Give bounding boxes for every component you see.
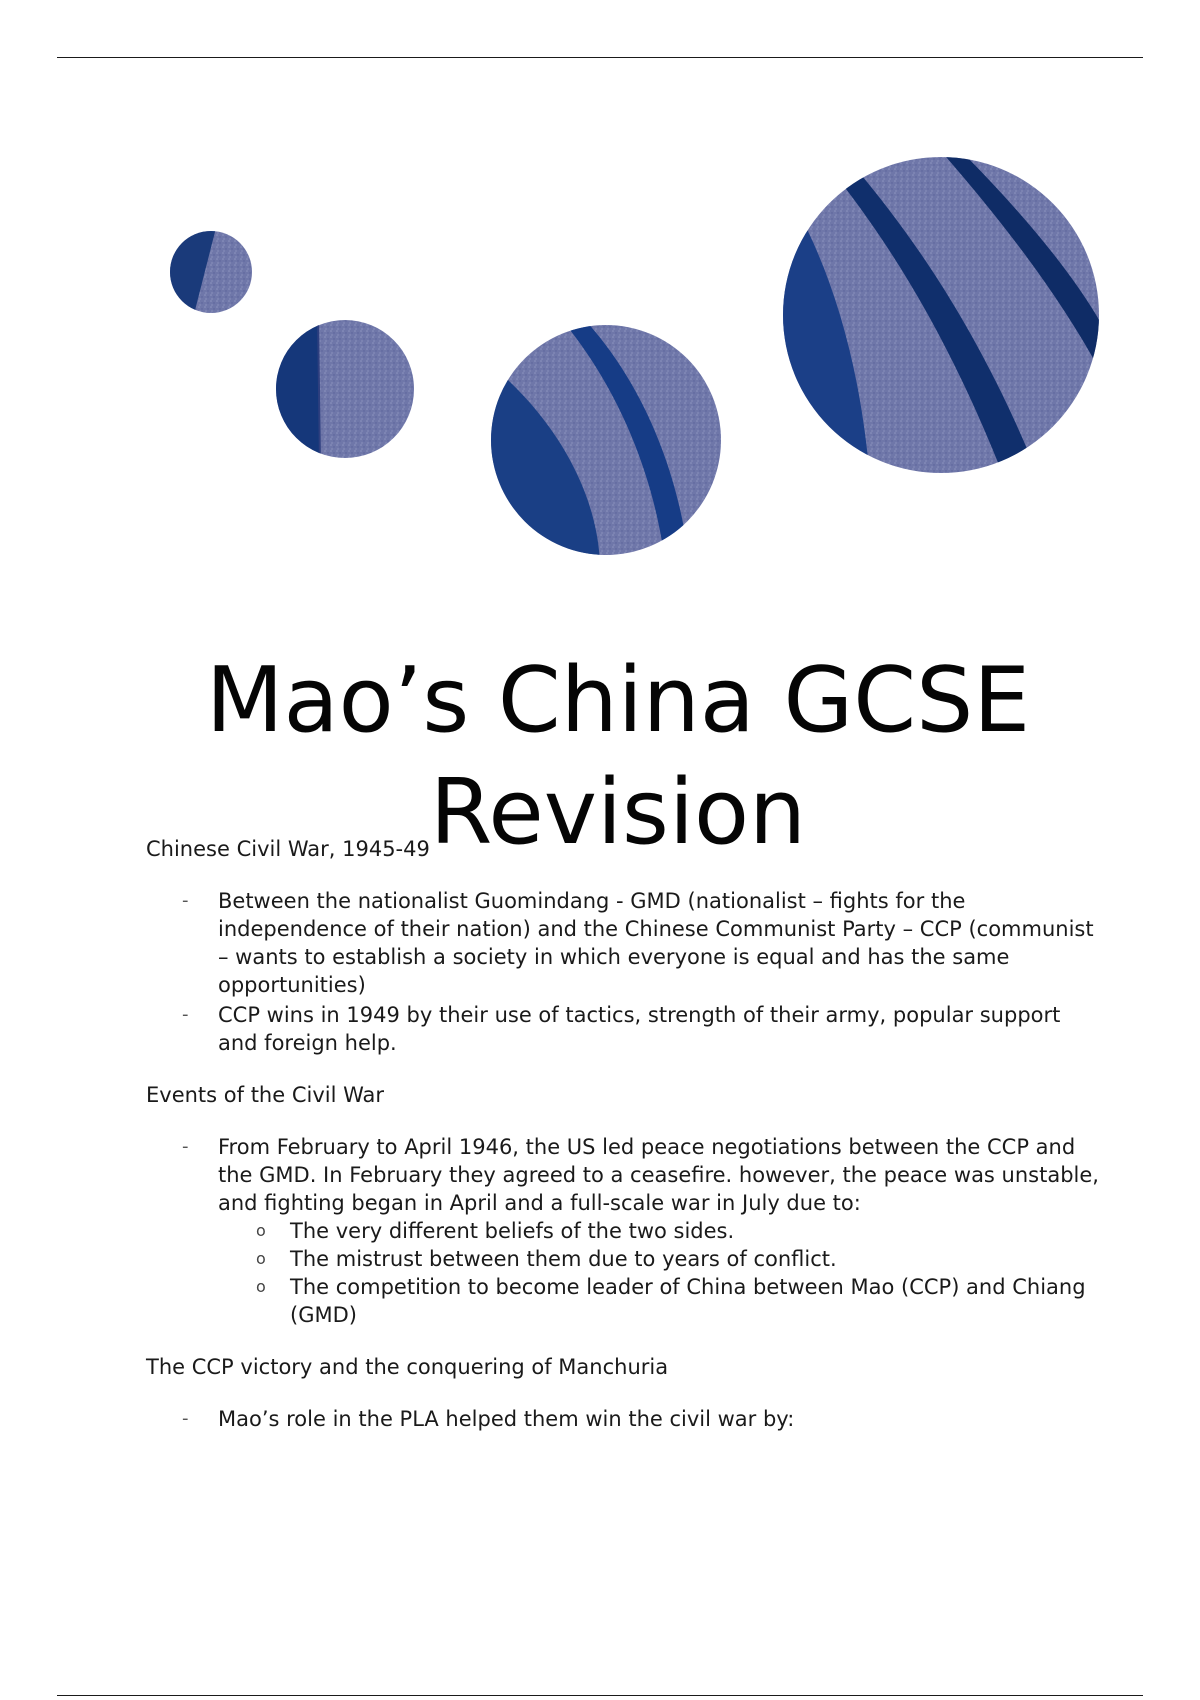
- sub-list-item-text: The mistrust between them due to years of conflict.: [290, 1247, 837, 1271]
- sub-list-item-text: The competition to become leader of China between Mao (CCP) and Chiang (GMD): [290, 1275, 1086, 1327]
- section-heading: Chinese Civil War, 1945-49: [146, 837, 430, 861]
- footer-rule: [57, 1695, 1143, 1696]
- dash-bullet-marker: -: [182, 890, 189, 911]
- title-line-2: Revision: [429, 760, 807, 866]
- dash-bullet-marker: -: [182, 1408, 189, 1429]
- circle-image-medium: [270, 315, 420, 465]
- sub-list-item: [256, 1273, 1106, 1329]
- list-item: [182, 1133, 1106, 1329]
- circle-bullet-marker: o: [256, 1249, 266, 1268]
- title-line-1: Mao’s China GCSE: [205, 648, 1031, 754]
- bullet-list: [146, 887, 1106, 1057]
- list-item-text: CCP wins in 1949 by their use of tactics, strength of their army, popular support and foreign help.: [218, 1003, 1061, 1055]
- list-item: [182, 1405, 1106, 1433]
- list-item-text: From February to April 1946, the US led peace negotiations between the CCP and the GMD. In February they agreed to a ceasefire. however, the peace was unstable, and fighting began in April and a full-scale war in July due to:: [218, 1135, 1099, 1215]
- circle-image-xlarge: [780, 150, 1110, 480]
- dash-bullet-marker: -: [182, 1004, 189, 1025]
- list-item: [182, 1001, 1106, 1057]
- circle-image-large: [485, 320, 735, 570]
- circle-image-small: [160, 220, 270, 330]
- list-item-text: Mao’s role in the PLA helped them win the civil war by:: [218, 1407, 795, 1431]
- sub-list-item-text: The very different beliefs of the two sides.: [290, 1219, 735, 1243]
- sub-list-item: [256, 1245, 1106, 1273]
- dash-bullet-marker: -: [182, 1136, 189, 1157]
- sub-bullet-list: [218, 1217, 1106, 1329]
- list-item: [182, 887, 1106, 999]
- circle-bullet-marker: o: [256, 1277, 266, 1296]
- section-heading: The CCP victory and the conquering of Manchuria: [146, 1355, 669, 1379]
- bullet-list: [146, 1133, 1106, 1329]
- document-body: [146, 835, 1106, 1457]
- circle-bullet-marker: o: [256, 1221, 266, 1240]
- list-item-text: Between the nationalist Guomindang - GMD (nationalist – fights for the independence of their nation) and the Chinese Communist Party – CCP (communist – wants to establish a society in which everyone is equal and has the same opportunities): [218, 889, 1094, 997]
- sub-list-item: [256, 1217, 1106, 1245]
- bullet-list: [146, 1405, 1106, 1433]
- decorative-circle-images: [0, 0, 1200, 580]
- section-heading: Events of the Civil War: [146, 1083, 385, 1107]
